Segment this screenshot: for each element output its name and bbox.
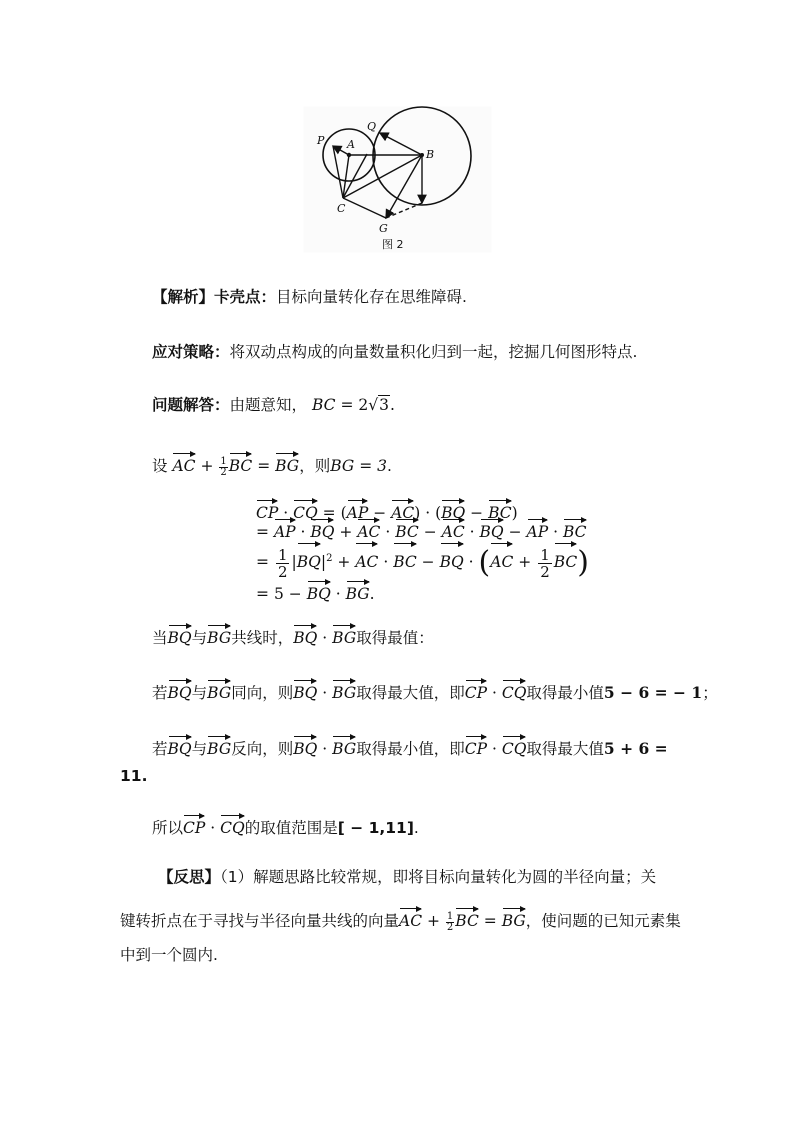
solution-line: [152, 394, 395, 416]
deriv-line-3: = $\frac{1}{2}$ $|BQ|^2$ + AC · BC − BQ · (AC + $\frac{1}{2}$ BC): [256, 540, 589, 580]
solution-label: 问题解答：: [152, 396, 230, 414]
reflection-line-2: 键转折点在于寻找与半径向量共线的向量AC + $\frac{1}{2}$ BC = BG，使问题的已知元素集: [120, 905, 681, 933]
analysis-label: 【解析】: [152, 288, 215, 306]
strategy-line: [152, 341, 637, 363]
label-c: C: [337, 202, 346, 215]
reflection-label: 【反思】: [158, 868, 221, 886]
collinear-line: 当BQ与BG共线时，BQ · BG取得最值：: [152, 622, 434, 649]
conclusion-line: 所以CP · CQ的取值范围是[ − 1,11].: [152, 812, 419, 839]
bc-equation: BC = 2√3.: [311, 396, 395, 414]
opposite-direction-line: 若BQ与BG反向，则BQ · BG取得最小值，即CP · CQ取得最大值5 + 6 =: [152, 733, 668, 760]
set-line: 设 AC + $\frac{1}{2}$ BC = BG，则BG = 3.: [152, 450, 392, 478]
figure-caption: 图 2: [382, 238, 404, 251]
label-b: B: [426, 148, 435, 161]
max-result: 11.: [120, 767, 148, 785]
deriv-line-4: = 5 − BQ · BG.: [256, 578, 375, 605]
label-g: G: [379, 222, 388, 235]
label-q: Q: [367, 120, 377, 133]
geometry-figure: [303, 106, 493, 254]
analysis-line: [152, 286, 467, 308]
stuck-text: 目标向量转化存在思维障碍.: [276, 288, 467, 306]
label-a: A: [347, 138, 355, 151]
reflection-line-1: 【反思】（1）解题思路比较常规，即将目标向量转化为圆的半径向量；关: [158, 868, 657, 886]
solution-text: 由题意知，: [229, 396, 308, 414]
reflection-line-3: 中到一个圆内.: [120, 946, 218, 964]
deriv-line-2: = AP · BQ + AC · BC − AC · BQ − AP · BC: [256, 516, 587, 543]
label-p: P: [317, 134, 325, 147]
same-direction-line: 若BQ与BG同向，则BQ · BG取得最大值，即CP · CQ取得最小值5 − 6 = − 1；: [152, 677, 718, 704]
strategy-label: 应对策略：: [152, 343, 230, 361]
deriv-line-1: CP · CQ = (AP − AC) · (BQ − BC): [256, 497, 518, 524]
stuck-label: 卡壳点：: [214, 288, 277, 306]
strategy-text: 将双动点构成的向量数量积化归到一起，挖掘几何图形特点.: [229, 343, 638, 361]
